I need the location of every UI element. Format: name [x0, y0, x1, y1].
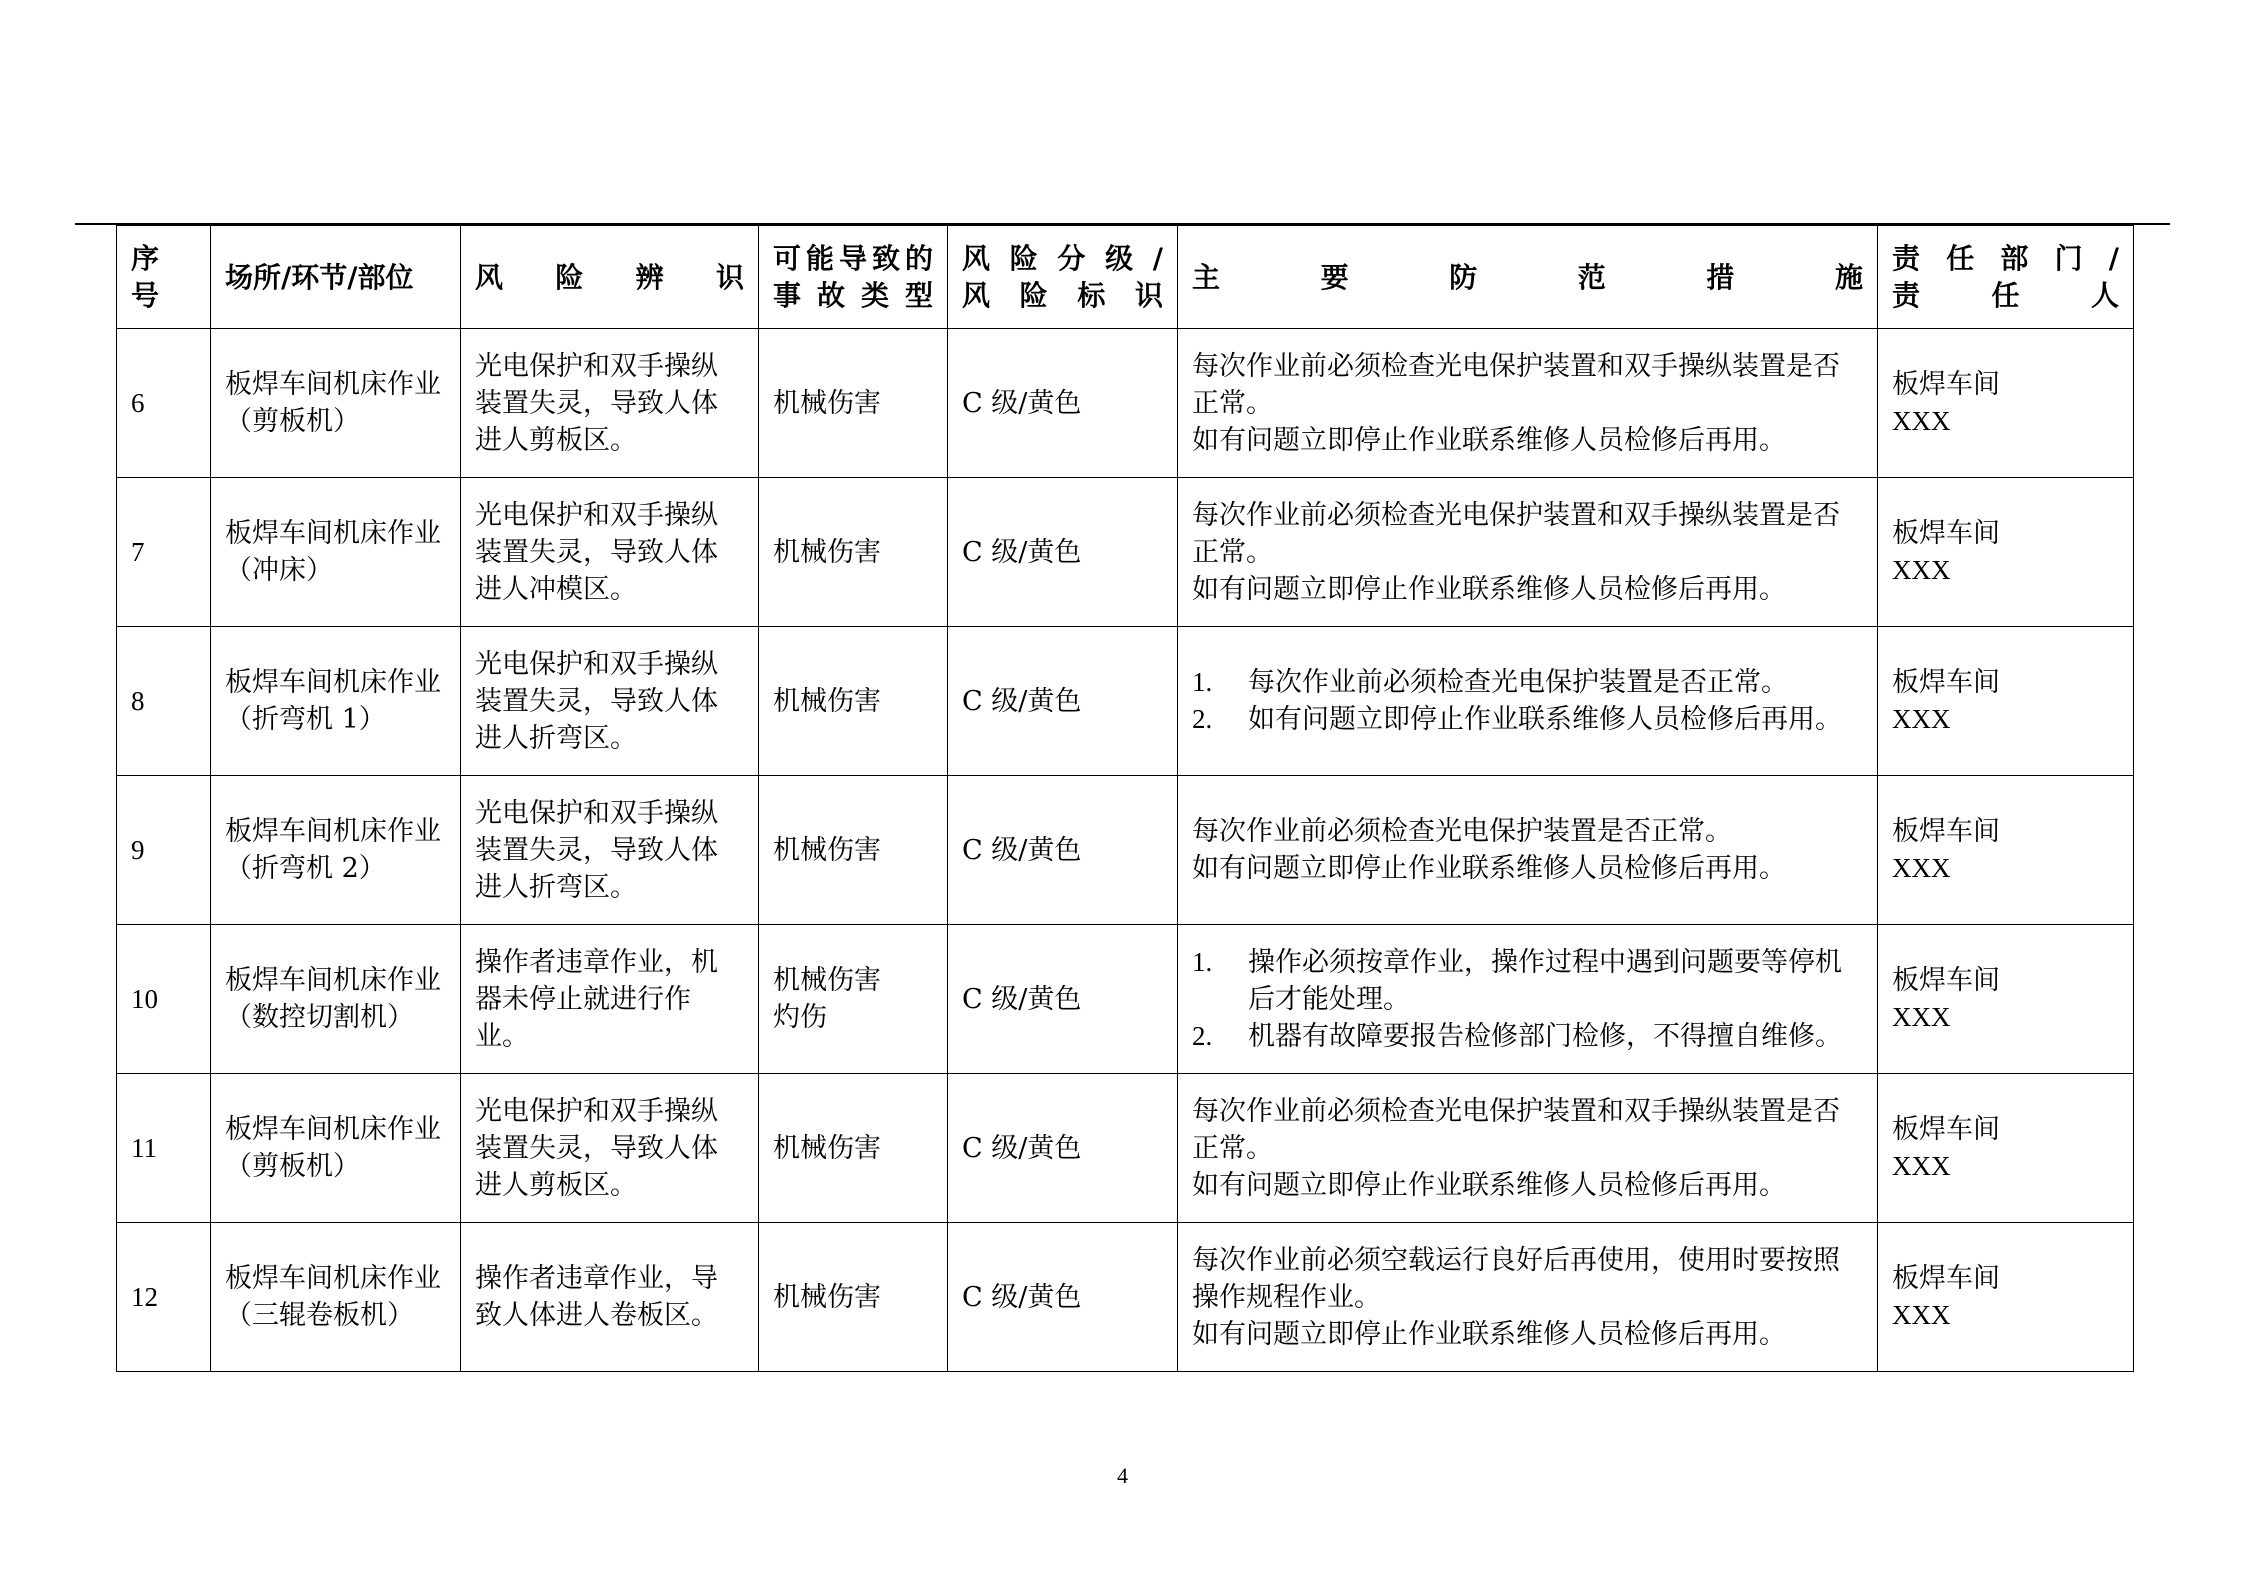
responsible-person: XXX — [1892, 1300, 1951, 1330]
header-seq: 序 号 — [117, 226, 211, 329]
accident-type-line: 机械伤害 — [773, 965, 881, 996]
table-body — [117, 329, 2134, 1372]
cell-accident-type — [759, 329, 948, 478]
measures-line: 如有问题立即停止作业联系维修人员检修后再用。 — [1192, 573, 1786, 605]
table-row — [117, 1223, 2134, 1372]
measures-item — [1192, 664, 1863, 701]
cell-location: 板焊车间机床作业（冲床） — [211, 478, 461, 627]
cell-risk-level: C 级/黄色 — [948, 1223, 1178, 1372]
cell-accident-type — [759, 925, 948, 1074]
header-responsible-line-1: 责任部门/ — [1892, 242, 2119, 275]
responsible-dept: 板焊车间 — [1892, 965, 2000, 996]
header-risk-level-line-2: 风险标识 — [962, 279, 1163, 312]
cell-responsible — [1878, 1223, 2134, 1372]
cell-measures — [1178, 627, 1878, 776]
cell-hazard: 光电保护和双手操纵装置失灵，导致人体进人剪板区。 — [461, 329, 759, 478]
risk-table — [116, 225, 2134, 1372]
cell-location: 板焊车间机床作业（数控切割机） — [211, 925, 461, 1074]
responsible-person: XXX — [1892, 406, 1951, 436]
cell-measures — [1178, 329, 1878, 478]
header-responsible-line-2: 责 任 人 — [1892, 279, 2119, 312]
page-number: 4 — [1117, 1463, 1128, 1488]
measures-item-number: 1. — [1192, 946, 1213, 977]
measures-list — [1192, 944, 1863, 1055]
responsible-person: XXX — [1892, 853, 1951, 883]
cell-seq: 9 — [117, 776, 211, 925]
responsible-dept: 板焊车间 — [1892, 1263, 2000, 1294]
accident-type-line: 机械伤害 — [773, 834, 881, 866]
cell-hazard: 操作者违章作业，机器未停止就进行作业。 — [461, 925, 759, 1074]
header-accident-type-line-2: 事故类型 — [773, 279, 933, 312]
header-row — [117, 226, 2134, 329]
measures-line: 如有问题立即停止作业联系维修人员检修后再用。 — [1192, 1169, 1786, 1201]
cell-responsible — [1878, 1074, 2134, 1223]
measures-list — [1192, 664, 1863, 738]
table-row — [117, 925, 2134, 1074]
cell-location: 板焊车间机床作业（剪板机） — [211, 1074, 461, 1223]
measures-item-text: 如有问题立即停止作业联系维修人员检修后再用。 — [1248, 704, 1842, 735]
measures-line: 如有问题立即停止作业联系维修人员检修后再用。 — [1192, 1318, 1786, 1350]
accident-type-line: 机械伤害 — [773, 387, 881, 419]
table-row — [117, 478, 2134, 627]
cell-location: 板焊车间机床作业（剪板机） — [211, 329, 461, 478]
cell-measures — [1178, 1223, 1878, 1372]
cell-risk-level: C 级/黄色 — [948, 925, 1178, 1074]
cell-seq: 7 — [117, 478, 211, 627]
cell-hazard: 光电保护和双手操纵装置失灵，导致人体进人剪板区。 — [461, 1074, 759, 1223]
responsible-dept: 板焊车间 — [1892, 667, 2000, 698]
cell-responsible — [1878, 776, 2134, 925]
header-location: 场所/环节/部位 — [211, 226, 461, 329]
measures-item — [1192, 1018, 1863, 1055]
measures-item-text: 操作必须按章作业，操作过程中遇到问题要等停机后才能处理。 — [1248, 946, 1842, 1015]
measures-item-number: 2. — [1192, 704, 1213, 734]
cell-location: 板焊车间机床作业（折弯机 1） — [211, 627, 461, 776]
table-row — [117, 1074, 2134, 1223]
measures-line: 如有问题立即停止作业联系维修人员检修后再用。 — [1192, 424, 1786, 456]
measures-line: 每次作业前必须检查光电保护装置和双手操纵装置是否正常。 — [1192, 1095, 1840, 1164]
cell-accident-type — [759, 627, 948, 776]
cell-risk-level: C 级/黄色 — [948, 776, 1178, 925]
measures-line: 每次作业前必须检查光电保护装置是否正常。 — [1192, 816, 1732, 847]
cell-accident-type — [759, 1223, 948, 1372]
header-risk-level-line-1: 风险分级/ — [962, 242, 1163, 275]
cell-location: 板焊车间机床作业（折弯机 2） — [211, 776, 461, 925]
accident-type-line: 灼伤 — [773, 1002, 827, 1033]
header-accident-type-line-1: 可能导致的 — [773, 242, 933, 275]
measures-line: 每次作业前必须空载运行良好后再使用，使用时要按照操作规程作业。 — [1192, 1244, 1840, 1313]
cell-risk-level: C 级/黄色 — [948, 627, 1178, 776]
responsible-dept: 板焊车间 — [1892, 1114, 2000, 1145]
cell-responsible — [1878, 925, 2134, 1074]
header-risk-level — [948, 226, 1178, 329]
cell-measures — [1178, 776, 1878, 925]
cell-seq: 11 — [117, 1074, 211, 1223]
measures-line: 每次作业前必须检查光电保护装置和双手操纵装置是否正常。 — [1192, 499, 1840, 568]
cell-seq: 6 — [117, 329, 211, 478]
responsible-person: XXX — [1892, 1151, 1951, 1181]
measures-item-text: 机器有故障要报告检修部门检修，不得擅自维修。 — [1248, 1020, 1842, 1052]
header-measures: 主 要 防 范 措 施 — [1178, 226, 1878, 329]
responsible-dept: 板焊车间 — [1892, 518, 2000, 549]
responsible-dept: 板焊车间 — [1892, 369, 2000, 400]
cell-accident-type — [759, 478, 948, 627]
measures-line: 如有问题立即停止作业联系维修人员检修后再用。 — [1192, 853, 1786, 884]
accident-type-line: 机械伤害 — [773, 1132, 881, 1164]
accident-type-line: 机械伤害 — [773, 536, 881, 568]
header-responsible — [1878, 226, 2134, 329]
cell-seq: 12 — [117, 1223, 211, 1372]
cell-hazard: 光电保护和双手操纵装置失灵，导致人体进人折弯区。 — [461, 776, 759, 925]
responsible-dept: 板焊车间 — [1892, 816, 2000, 847]
cell-risk-level: C 级/黄色 — [948, 478, 1178, 627]
header-hazard: 风 险 辨 识 — [461, 226, 759, 329]
measures-item — [1192, 701, 1863, 738]
cell-responsible — [1878, 627, 2134, 776]
measures-item-text: 每次作业前必须检查光电保护装置是否正常。 — [1248, 667, 1788, 698]
cell-measures — [1178, 1074, 1878, 1223]
measures-item-number: 1. — [1192, 667, 1213, 697]
cell-measures — [1178, 478, 1878, 627]
cell-seq: 8 — [117, 627, 211, 776]
cell-accident-type — [759, 1074, 948, 1223]
table-row — [117, 776, 2134, 925]
cell-hazard: 光电保护和双手操纵装置失灵，导致人体进人冲模区。 — [461, 478, 759, 627]
header-accident-type — [759, 226, 948, 329]
cell-responsible — [1878, 329, 2134, 478]
measures-item — [1192, 944, 1863, 1018]
measures-line: 每次作业前必须检查光电保护装置和双手操纵装置是否正常。 — [1192, 350, 1840, 419]
cell-risk-level: C 级/黄色 — [948, 1074, 1178, 1223]
cell-location: 板焊车间机床作业（三辊卷板机） — [211, 1223, 461, 1372]
cell-hazard: 光电保护和双手操纵装置失灵，导致人体进人折弯区。 — [461, 627, 759, 776]
responsible-person: XXX — [1892, 704, 1951, 734]
measures-item-number: 2. — [1192, 1020, 1213, 1051]
accident-type-line: 机械伤害 — [773, 685, 881, 717]
cell-risk-level: C 级/黄色 — [948, 329, 1178, 478]
responsible-person: XXX — [1892, 1002, 1951, 1032]
table-row — [117, 329, 2134, 478]
cell-hazard: 操作者违章作业，导致人体进人卷板区。 — [461, 1223, 759, 1372]
table-row — [117, 627, 2134, 776]
cell-accident-type — [759, 776, 948, 925]
cell-seq: 10 — [117, 925, 211, 1074]
cell-responsible — [1878, 478, 2134, 627]
accident-type-line: 机械伤害 — [773, 1281, 881, 1313]
cell-measures — [1178, 925, 1878, 1074]
responsible-person: XXX — [1892, 555, 1951, 585]
